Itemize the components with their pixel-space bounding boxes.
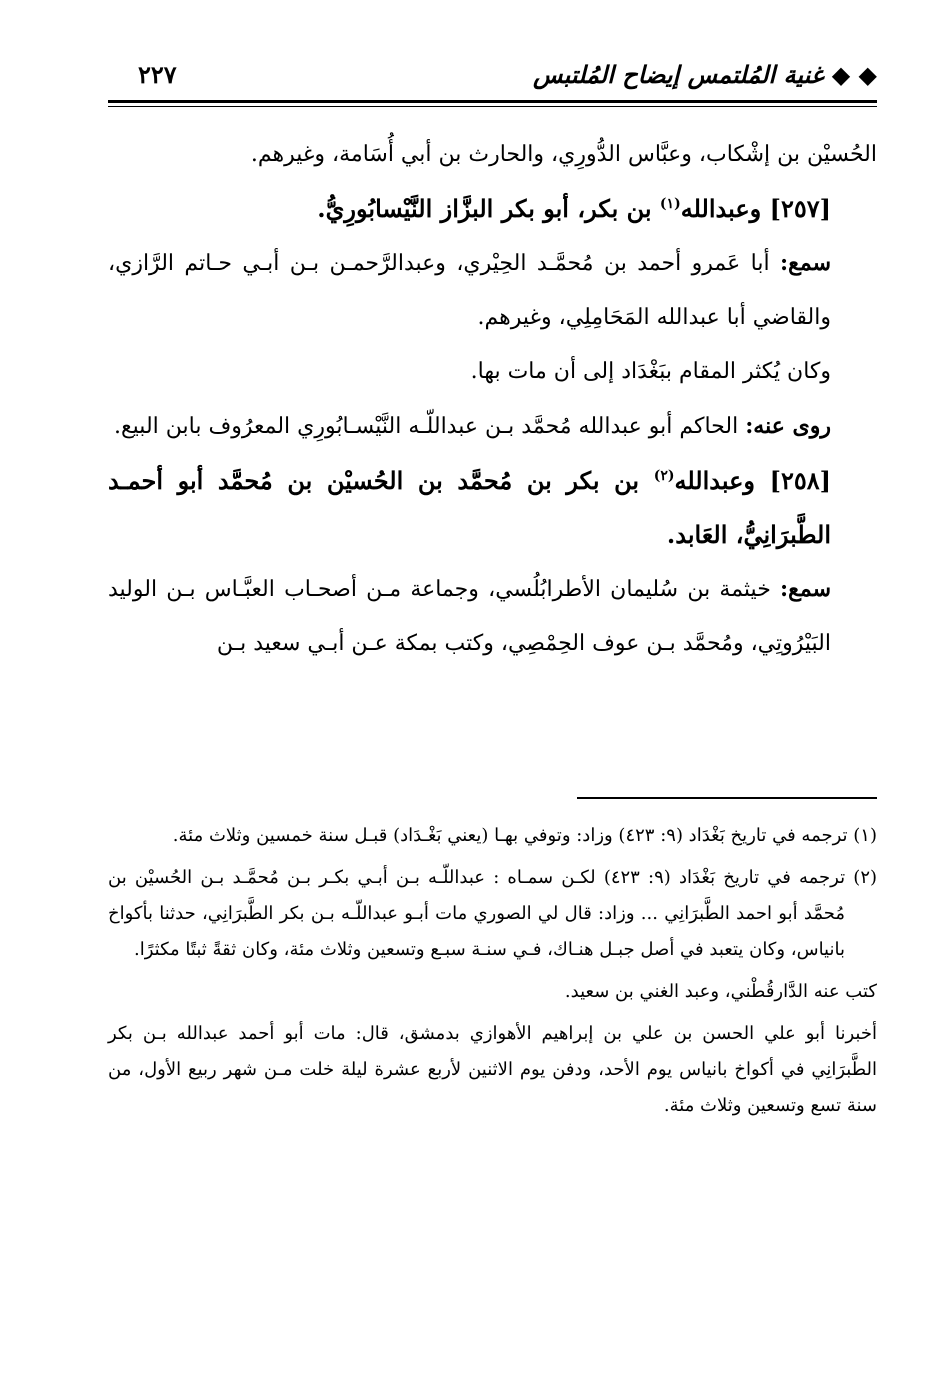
- paragraph: وكان يُكثر المقام ببَغْدَاد إلى أن مات بها.: [470, 359, 831, 384]
- paragraph-text: خيثمة بن سُليمان الأطرابُلُسي، وجماعة مـن أصحـاب العبَّـاس بـن الوليد البَيْرُوتِي، ومُحمَّد بـن عوف الحِمْصِي، وكتب بمكة عـن أبـي سعيد بـن: [108, 577, 831, 656]
- running-header: [108, 58, 877, 96]
- entry-heading-258: [108, 454, 877, 562]
- header-rule-thick: [108, 100, 877, 103]
- paragraph-text: الحاكم أبو عبدالله مُحمَّد بـن عبداللّـه النَّيْسـابُورِي المعرُوف بابن البيع.: [113, 414, 739, 439]
- paragraph: الحُسيْن بن إشْكاب، وعبَّاس الدُّورِي، والحارث بن أبي أُسَامة، وغيرهم.: [250, 142, 877, 167]
- footnotes: [108, 818, 877, 1130]
- paragraph: [108, 236, 877, 345]
- footnote-2-continued: كتب عنه الدَّارقُطْني، وعبد الغني بن سعيد.: [564, 981, 877, 1002]
- paragraph: [108, 562, 877, 671]
- entry-name: وعبدالله: [674, 466, 756, 495]
- section-label: سمع:: [780, 250, 831, 276]
- entry-heading-257: [108, 182, 877, 236]
- section-label: سمع:: [780, 576, 831, 602]
- entry-number: [٢٥٨]: [769, 466, 831, 495]
- section-label: روى عنه:: [745, 413, 831, 439]
- footnote-separator: [577, 797, 877, 799]
- entry-title: بن بكر، أبو بكر البزَّاز النَّيْسابُورِيُّ.: [317, 194, 652, 223]
- entry-title: بن بكر بن مُحمَّد بن الحُسيْن بن مُحمَّد أبو أحمـد الطَّبرَانِيُّ، العَابد.: [108, 466, 831, 549]
- main-text: [108, 128, 877, 671]
- paragraph-text: أبا عَمرو أحمد بن مُحمَّـد الحِيْري، وعبدالرَّحمـن بـن أبـي حـاتم الرَّازي، والقاضي أبا عبدالله المَحَامِلِي، وغيرهم.: [108, 251, 831, 330]
- footnote-2-continued: أخبرنا أبو علي الحسن بن علي بن إبراهيم الأهوازي بدمشق، قال: مات أبو أحمد عبدالله بـن بكر الطَّبرَانِي في أكواخ بانياس يوم الأحد، ودفن يوم الاثنين لأربع عشرة ليلة خلت مـن شهر ربيع الأول، من سنة تسع وتسعين وثلاث مئة.: [108, 1023, 877, 1116]
- footnote-1: (١) ترجمه في تاريخ بَغْدَاد (٩: ٤٢٣) وزاد: وتوفي بهـا (يعني بَغْـدَاد) قبـل سنة خمسين وثلاث مئة.: [172, 825, 877, 846]
- entry-name: وعبدالله: [680, 194, 762, 223]
- paragraph: [108, 399, 877, 454]
- header-rule-thin: [108, 106, 877, 107]
- footnote-2: (٢) ترجمه في تاريخ بَغْدَاد (٩: ٤٢٣) لكـن سمـاه : عبداللّـه بـن أبـي بكـر بـن مُحمَّـد بـن الحُسيْن بن مُحمَّد أبو احمد الطَّبرَانِي ... وزاد: قال لي الصوري مات أبـو عبداللّـه بـن بكر الطَّبرَانِي، حدثنا بأكواخ بانياس، وكان يتعبد في أصل جبـل هنـاك، فـي سنـة سبـع وتسعين وثلاث مئة، وكان ثقةً ثبتًا مكثرًا.: [108, 867, 878, 960]
- entry-number: [٢٥٧]: [769, 194, 831, 223]
- book-title: ◆ ◆ غنية المُلتمس إيضاح المُلتبس: [533, 60, 877, 89]
- footnote-reference[interactable]: (١): [659, 196, 681, 212]
- page-number: ٢٢٧: [138, 60, 177, 89]
- footnote-reference[interactable]: (٢): [653, 468, 675, 484]
